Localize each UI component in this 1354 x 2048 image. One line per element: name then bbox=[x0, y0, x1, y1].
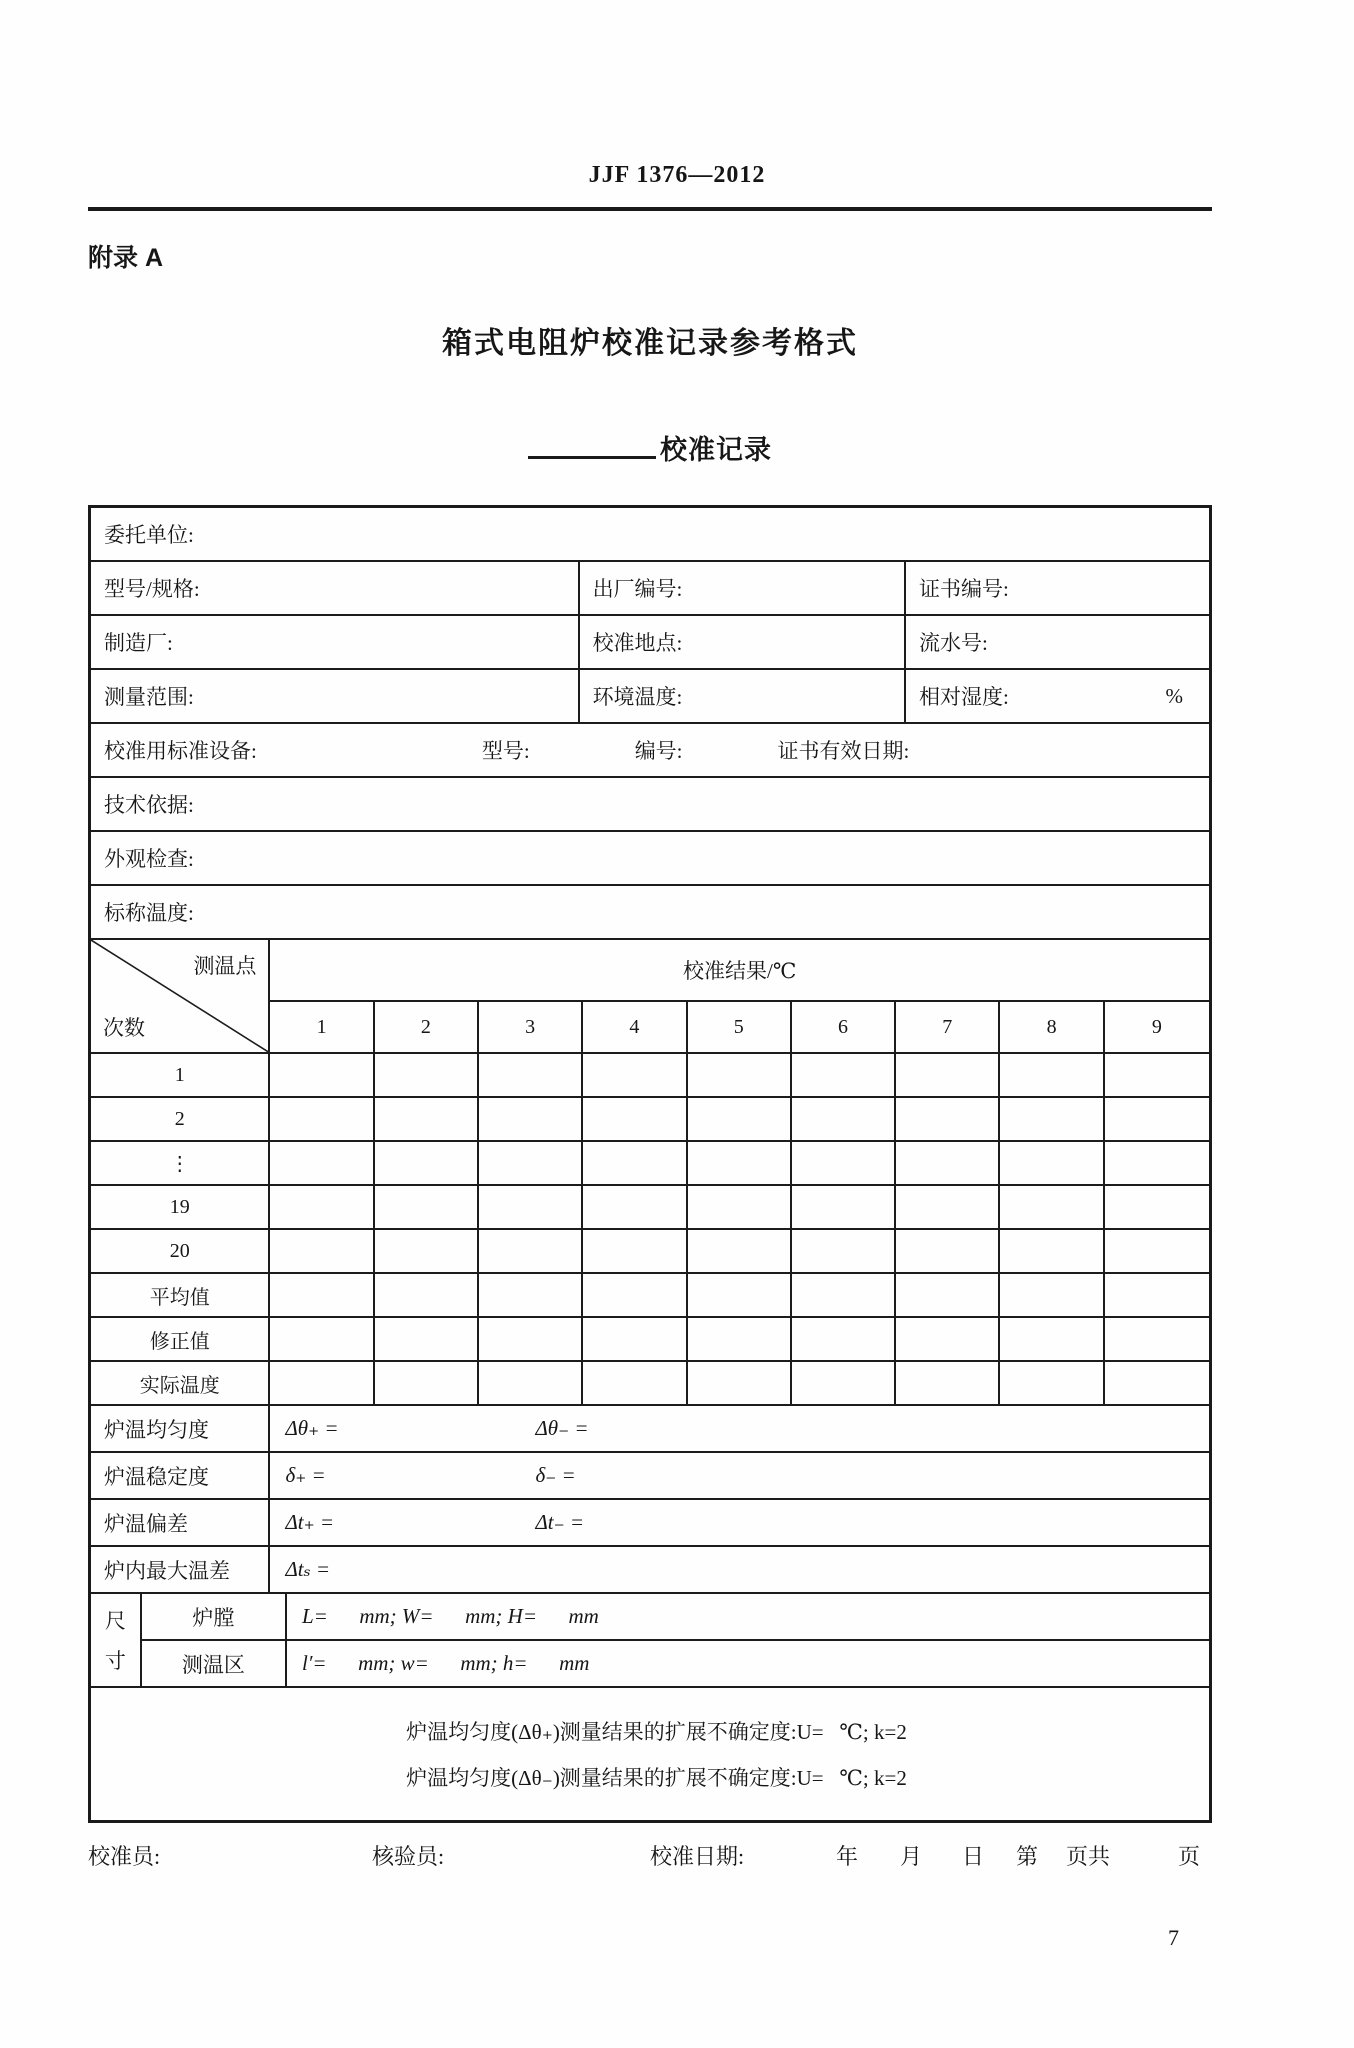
result-cell bbox=[1000, 1230, 1104, 1272]
humidity-unit: % bbox=[1165, 683, 1183, 708]
result-row-label: 1 bbox=[91, 1054, 270, 1096]
result-cell bbox=[1000, 1186, 1104, 1228]
result-row-label: 实际温度 bbox=[91, 1362, 270, 1404]
result-cell bbox=[688, 1054, 792, 1096]
deviation-label: 炉温偏差 bbox=[104, 1511, 188, 1536]
deviation-plus: Δt₊ = bbox=[285, 1510, 335, 1534]
result-cell bbox=[688, 1318, 792, 1360]
result-cell bbox=[583, 1274, 687, 1316]
result-cell bbox=[583, 1230, 687, 1272]
result-cell bbox=[1105, 1318, 1209, 1360]
result-row-label: 20 bbox=[91, 1230, 270, 1272]
results-header bbox=[91, 940, 1209, 1054]
deviation-minus: Δt₋ = bbox=[535, 1510, 585, 1534]
result-row bbox=[91, 1186, 1209, 1230]
result-cell bbox=[479, 1318, 583, 1360]
result-row-label: ⋮ bbox=[91, 1142, 270, 1184]
results-header-right bbox=[270, 940, 1209, 1052]
result-cell bbox=[1105, 1230, 1209, 1272]
result-cell bbox=[1000, 1362, 1104, 1404]
result-cell bbox=[896, 1230, 1000, 1272]
result-cell bbox=[583, 1318, 687, 1360]
result-cell bbox=[1000, 1098, 1104, 1140]
model-cell bbox=[91, 562, 580, 614]
result-cell bbox=[583, 1362, 687, 1404]
result-cell bbox=[583, 1142, 687, 1184]
row-max-difference bbox=[91, 1547, 1209, 1594]
footer-item: 核验员: bbox=[372, 1844, 445, 1869]
subtitle bbox=[88, 428, 1212, 467]
result-row-label: 2 bbox=[91, 1098, 270, 1140]
dimensions-sub-rows bbox=[142, 1594, 1209, 1686]
stability-label: 炉温稳定度 bbox=[104, 1464, 209, 1489]
result-cell bbox=[896, 1362, 1000, 1404]
result-column-header: 8 bbox=[1000, 1002, 1104, 1052]
row-nominal-temp bbox=[91, 886, 1209, 940]
result-cell bbox=[375, 1186, 479, 1228]
uncertainty-line-minus: 炉温均匀度(Δθ₋)测量结果的扩展不确定度:U= ℃; k=2 bbox=[406, 1766, 907, 1790]
result-cell bbox=[792, 1274, 896, 1316]
uncertainty-line-plus: 炉温均匀度(Δθ₊)测量结果的扩展不确定度:U= ℃; k=2 bbox=[406, 1720, 907, 1744]
chamber-values-cell bbox=[287, 1594, 1209, 1639]
row-model bbox=[91, 562, 1209, 616]
humidity-cell bbox=[906, 670, 1209, 722]
chamber-label: 炉膛 bbox=[192, 1605, 235, 1630]
calibration-place-label: 校准地点: bbox=[592, 631, 683, 655]
result-cell bbox=[583, 1054, 687, 1096]
result-cell bbox=[479, 1098, 583, 1140]
result-cell bbox=[583, 1186, 687, 1228]
equip-cert-date-label: 证书有效日期: bbox=[777, 739, 910, 763]
result-cell bbox=[896, 1142, 1000, 1184]
result-row bbox=[91, 1230, 1209, 1274]
result-row-label: 平均值 bbox=[91, 1274, 270, 1316]
zone-values-cell bbox=[287, 1641, 1209, 1686]
equip-no-label: 编号: bbox=[634, 739, 683, 763]
result-cell bbox=[375, 1274, 479, 1316]
result-cell bbox=[375, 1098, 479, 1140]
result-cell bbox=[1105, 1274, 1209, 1316]
result-cell bbox=[1000, 1274, 1104, 1316]
corner-bottom-label: 次数 bbox=[103, 1016, 145, 1040]
row-uncertainty bbox=[91, 1688, 1209, 1820]
standard-equipment-cell bbox=[91, 724, 1209, 776]
stability-minus: δ₋ = bbox=[535, 1463, 576, 1487]
result-cell bbox=[896, 1186, 1000, 1228]
result-row bbox=[91, 1362, 1209, 1406]
result-cell bbox=[270, 1186, 374, 1228]
footer-item: 校准员: bbox=[88, 1844, 161, 1869]
row-standard-equipment bbox=[91, 724, 1209, 778]
header-rule bbox=[88, 207, 1212, 211]
footer-item: 页共 bbox=[1066, 1844, 1111, 1869]
zone-values: l′= mm; w= mm; h= mm bbox=[301, 1651, 590, 1675]
result-column-header: 7 bbox=[896, 1002, 1000, 1052]
result-cell bbox=[479, 1274, 583, 1316]
corner-top-label: 测温点 bbox=[193, 954, 257, 978]
result-row-label: 19 bbox=[91, 1186, 270, 1228]
result-row bbox=[91, 1142, 1209, 1186]
result-cell bbox=[896, 1318, 1000, 1360]
stability-plus: δ₊ = bbox=[285, 1463, 326, 1487]
max-diff-value: Δtₛ = bbox=[285, 1557, 331, 1581]
row-uniformity bbox=[91, 1406, 1209, 1453]
result-cell bbox=[270, 1230, 374, 1272]
result-cell bbox=[1105, 1142, 1209, 1184]
result-cell bbox=[1000, 1054, 1104, 1096]
row-range bbox=[91, 670, 1209, 724]
visual-check-label: 外观检查: bbox=[104, 847, 194, 871]
dim-char-1: 尺 bbox=[104, 1609, 126, 1633]
result-cell bbox=[792, 1054, 896, 1096]
result-cell bbox=[270, 1318, 374, 1360]
result-column-header: 4 bbox=[583, 1002, 687, 1052]
deviation-value-cell bbox=[270, 1500, 1209, 1545]
results-columns bbox=[270, 1002, 1209, 1052]
result-column-header: 2 bbox=[375, 1002, 479, 1052]
client-label: 委托单位: bbox=[104, 523, 194, 547]
result-cell bbox=[792, 1362, 896, 1404]
result-cell bbox=[479, 1186, 583, 1228]
visual-check-cell bbox=[91, 832, 1209, 884]
result-cell bbox=[270, 1054, 374, 1096]
result-cell bbox=[792, 1230, 896, 1272]
factory-no-cell bbox=[580, 562, 906, 614]
result-cell bbox=[688, 1098, 792, 1140]
technical-basis-cell bbox=[91, 778, 1209, 830]
signature-row bbox=[0, 1840, 1354, 1880]
chamber-values: L= mm; W= mm; H= mm bbox=[301, 1604, 599, 1628]
humidity-label: 相对湿度: bbox=[919, 685, 1009, 709]
result-cell bbox=[270, 1274, 374, 1316]
max-diff-label: 炉内最大温差 bbox=[104, 1558, 230, 1583]
footer-item: 年 bbox=[836, 1844, 859, 1869]
appendix-label: 附录 A bbox=[88, 244, 164, 272]
result-cell bbox=[896, 1274, 1000, 1316]
result-cell bbox=[479, 1230, 583, 1272]
ambient-temp-label: 环境温度: bbox=[592, 685, 683, 709]
footer-item: 校准日期: bbox=[650, 1844, 745, 1869]
result-cell bbox=[375, 1142, 479, 1184]
page-number: 7 bbox=[1168, 1925, 1179, 1950]
measure-range-label: 测量范围: bbox=[104, 685, 194, 709]
serial-no-label: 流水号: bbox=[919, 631, 988, 655]
certificate-no-cell bbox=[906, 562, 1209, 614]
footer-item: 日 bbox=[962, 1844, 985, 1869]
max-diff-label-cell bbox=[91, 1547, 270, 1592]
result-cell bbox=[375, 1054, 479, 1096]
result-cell bbox=[270, 1098, 374, 1140]
result-cell bbox=[688, 1142, 792, 1184]
row-visual-check bbox=[91, 832, 1209, 886]
result-row-label: 修正值 bbox=[91, 1318, 270, 1360]
deviation-label-cell bbox=[91, 1500, 270, 1545]
result-cell bbox=[375, 1362, 479, 1404]
result-cell bbox=[792, 1142, 896, 1184]
calibration-place-cell bbox=[580, 616, 906, 668]
result-cell bbox=[479, 1362, 583, 1404]
result-cell bbox=[1105, 1362, 1209, 1404]
footer-item: 月 bbox=[900, 1844, 923, 1869]
results-body bbox=[91, 1054, 1209, 1406]
nominal-temp-label: 标称温度: bbox=[104, 901, 194, 925]
zone-label: 测温区 bbox=[181, 1652, 245, 1677]
result-row bbox=[91, 1054, 1209, 1098]
equip-model-label: 型号: bbox=[481, 739, 530, 763]
zone-name-cell bbox=[142, 1641, 287, 1686]
result-cell bbox=[583, 1098, 687, 1140]
factory-no-label: 出厂编号: bbox=[592, 577, 683, 601]
results-corner-cell bbox=[91, 940, 270, 1052]
result-cell bbox=[1000, 1142, 1104, 1184]
result-cell bbox=[270, 1142, 374, 1184]
result-column-header: 6 bbox=[792, 1002, 896, 1052]
result-cell bbox=[479, 1142, 583, 1184]
client-cell bbox=[91, 508, 1209, 560]
results-unit-label: 校准结果/℃ bbox=[683, 959, 797, 983]
results-unit-header bbox=[270, 940, 1209, 1002]
result-cell bbox=[688, 1230, 792, 1272]
result-column-header: 3 bbox=[479, 1002, 583, 1052]
footer-item: 页 bbox=[1178, 1844, 1201, 1869]
result-row bbox=[91, 1098, 1209, 1142]
result-row bbox=[91, 1318, 1209, 1362]
standard-equipment-label: 校准用标准设备: bbox=[104, 739, 257, 763]
certificate-no-label: 证书编号: bbox=[919, 577, 1009, 601]
uniformity-plus: Δθ₊ = bbox=[285, 1416, 339, 1440]
dimensions-label-cell bbox=[91, 1594, 142, 1686]
result-cell bbox=[688, 1186, 792, 1228]
uniformity-label: 炉温均匀度 bbox=[104, 1417, 209, 1442]
result-cell bbox=[479, 1054, 583, 1096]
result-cell bbox=[1105, 1054, 1209, 1096]
result-cell bbox=[688, 1274, 792, 1316]
result-cell bbox=[688, 1362, 792, 1404]
manufacturer-label: 制造厂: bbox=[104, 631, 173, 655]
measure-range-cell bbox=[91, 670, 580, 722]
row-manufacturer bbox=[91, 616, 1209, 670]
result-column-header: 5 bbox=[688, 1002, 792, 1052]
result-cell bbox=[1000, 1318, 1104, 1360]
result-cell bbox=[270, 1362, 374, 1404]
uniformity-value-cell bbox=[270, 1406, 1209, 1451]
row-technical-basis bbox=[91, 778, 1209, 832]
stability-value-cell bbox=[270, 1453, 1209, 1498]
subtitle-text: 校准记录 bbox=[660, 435, 772, 465]
result-cell bbox=[792, 1098, 896, 1140]
page-title: 箱式电阻炉校准记录参考格式 bbox=[442, 327, 858, 360]
serial-no-cell bbox=[906, 616, 1209, 668]
row-client bbox=[91, 508, 1209, 562]
row-deviation bbox=[91, 1500, 1209, 1547]
manufacturer-cell bbox=[91, 616, 580, 668]
technical-basis-label: 技术依据: bbox=[104, 793, 194, 817]
max-diff-value-cell bbox=[270, 1547, 1209, 1592]
result-cell bbox=[1105, 1186, 1209, 1228]
uniformity-minus: Δθ₋ = bbox=[535, 1416, 589, 1440]
footer-item: 第 bbox=[1016, 1844, 1039, 1869]
result-column-header: 1 bbox=[270, 1002, 374, 1052]
ambient-temp-cell bbox=[580, 670, 906, 722]
result-cell bbox=[896, 1054, 1000, 1096]
model-label: 型号/规格: bbox=[104, 577, 200, 601]
uniformity-label-cell bbox=[91, 1406, 270, 1451]
nominal-temp-cell bbox=[91, 886, 1209, 938]
row-dimensions bbox=[91, 1594, 1209, 1688]
row-stability bbox=[91, 1453, 1209, 1500]
result-row bbox=[91, 1274, 1209, 1318]
result-cell bbox=[792, 1318, 896, 1360]
dim-char-2: 寸 bbox=[104, 1649, 126, 1673]
result-cell bbox=[792, 1186, 896, 1228]
result-cell bbox=[375, 1318, 479, 1360]
subtitle-blank-line bbox=[528, 456, 656, 459]
row-furnace-chamber bbox=[142, 1594, 1209, 1641]
standard-code: JJF 1376—2012 bbox=[588, 162, 766, 188]
stability-label-cell bbox=[91, 1453, 270, 1498]
chamber-name-cell bbox=[142, 1594, 287, 1639]
row-measuring-zone bbox=[142, 1641, 1209, 1686]
calibration-form-table bbox=[88, 505, 1212, 1823]
result-cell bbox=[1105, 1098, 1209, 1140]
result-cell bbox=[375, 1230, 479, 1272]
result-cell bbox=[896, 1098, 1000, 1140]
result-column-header: 9 bbox=[1151, 1015, 1162, 1038]
